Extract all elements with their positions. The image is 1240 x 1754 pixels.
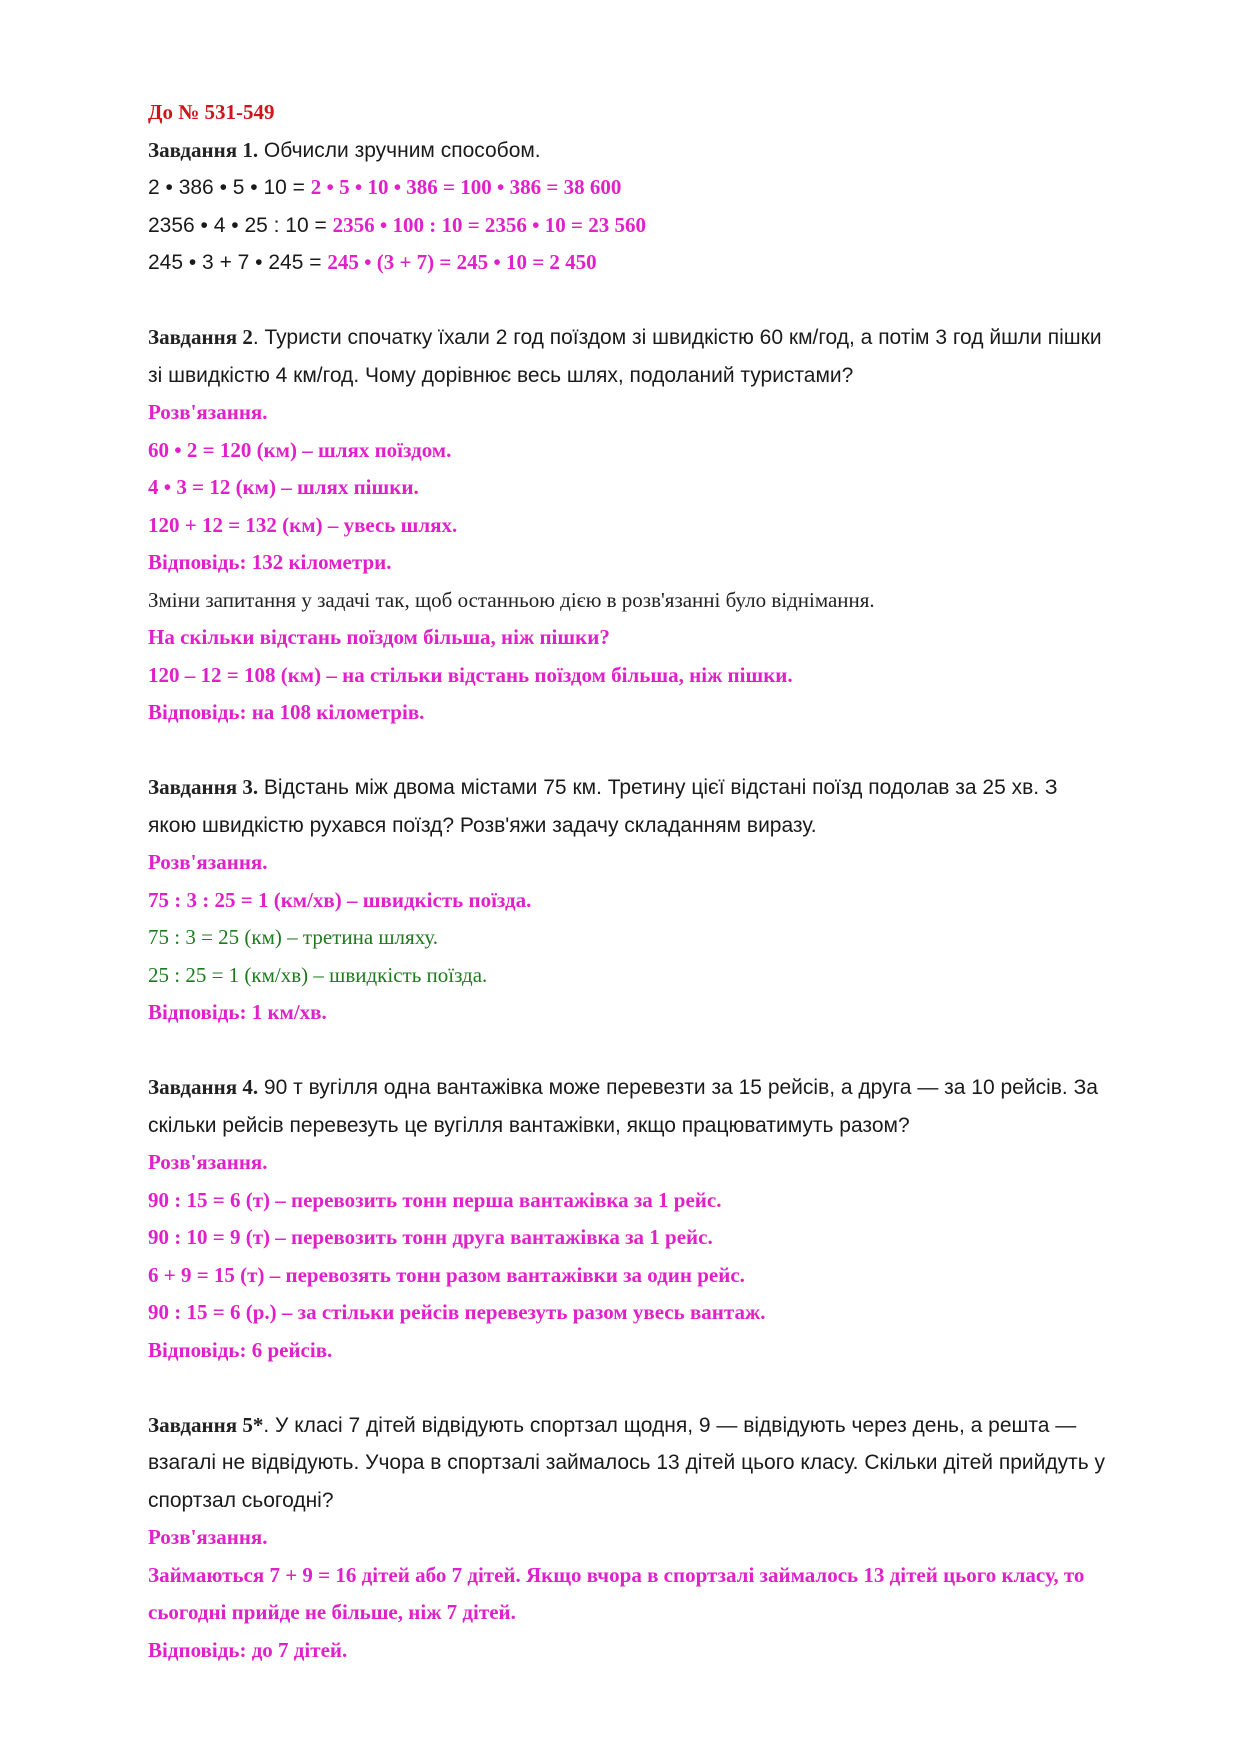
task1-text: Обчисли зручним способом.: [258, 138, 541, 162]
task4-answer: Відповідь: 6 рейсів.: [148, 1337, 333, 1362]
task2-new-step: 120 – 12 = 108 (км) – на стільки відстань поїздом більша, ніж пішки.: [148, 662, 793, 687]
task4-text-1: 90 т вугілля одна вантажівка може перевезти за 15 рейсів, а друга — за 10 рейсів. За: [258, 1076, 1098, 1099]
task2-step-1: 60 • 2 = 120 (км) – шлях поїздом.: [148, 437, 452, 462]
worksheet-page: [148, 94, 1148, 1669]
task4-statement-line-1: [148, 1069, 1148, 1107]
task4-step-2: 90 : 10 = 9 (т) – перевозить тонн друга вантажівка за 1 рейс.: [148, 1225, 713, 1249]
task1-question-3: 245 • 3 + 7 • 245 =: [148, 251, 328, 274]
task1-answer-3: 245 • (3 + 7) = 245 • 10 = 2 450: [327, 250, 597, 274]
task3-answer: Відповідь: 1 км/хв.: [148, 1000, 327, 1024]
task5-label: Завдання 5*: [148, 1412, 264, 1437]
task5-solution-line-2: сьогодні прийде не більше, ніж 7 дітей.: [148, 1600, 516, 1624]
task2-new-question: На скільки відстань поїздом більша, ніж пішки?: [148, 625, 610, 649]
task2-solution-label: Розв'язання.: [148, 400, 268, 424]
task1-line-2: [148, 207, 1148, 245]
task2-change-question: Зміни запитання у задачі так, щоб останньою дією в розв'язанні було віднімання.: [148, 587, 875, 612]
task1-question-2: 2356 • 4 • 25 : 10 =: [148, 213, 333, 237]
task3-statement-line-2: якою швидкістю рухався поїзд? Розв'яжи задачу складанням виразу.: [148, 813, 817, 837]
task5-text-1: . У класі 7 дітей відвідують спортзал щодня, 9 — відвідують через день, а решта —: [263, 1413, 1077, 1437]
task4-solution-label: Розв'язання.: [148, 1150, 268, 1174]
task2-statement-line-1: [148, 319, 1148, 357]
task1-answer-1: 2 • 5 • 10 • 386 = 100 • 386 = 38 600: [310, 175, 622, 199]
task2-statement-line-2: зі швидкістю 4 км/год. Чому дорівнює весь шлях, подоланий туристами?: [148, 363, 854, 387]
task4-step-3: 6 + 9 = 15 (т) – перевозять тонн разом вантажівки за один рейс.: [148, 1262, 745, 1287]
task3-expression: 75 : 3 : 25 = 1 (км/хв) – швидкість поїзда.: [148, 887, 532, 912]
task3-text-1: Відстань між двома містами 75 км. Третину цієї відстані поїзд подолав за 25 хв. З: [258, 776, 1058, 799]
task2-label: Завдання 2: [148, 325, 253, 349]
task5-solution-label: Розв'язання.: [148, 1525, 268, 1549]
task1-label: Завдання 1.: [148, 137, 259, 162]
task3-solution-label: Розв'язання.: [148, 850, 268, 874]
task3-step-1: 75 : 3 = 25 (км) – третина шляху.: [148, 925, 439, 949]
section-header: До № 531-549: [148, 100, 275, 124]
task1-line-3: [148, 244, 1148, 282]
task3-statement-line-1: [148, 769, 1148, 807]
task2-step-3: 120 + 12 = 132 (км) – увесь шлях.: [148, 512, 458, 537]
task4-statement-line-2: скільки рейсів перевезуть це вугілля вантажівки, якщо працюватимуть разом?: [148, 1113, 910, 1137]
task3-label: Завдання 3.: [148, 775, 259, 799]
task4-step-4: 90 : 15 = 6 (р.) – за стільки рейсів перевезуть разом увесь вантаж.: [148, 1300, 766, 1324]
task5-solution-line-1: Займаються 7 + 9 = 16 дітей або 7 дітей. Якщо вчора в спортзалі займалось 13 дітей цього класу, то: [148, 1562, 1085, 1587]
task5-statement-line-1: [148, 1407, 1148, 1445]
task4-step-1: 90 : 15 = 6 (т) – перевозить тонн перша вантажівка за 1 рейс.: [148, 1187, 722, 1212]
task1-statement: [148, 132, 1148, 170]
task1-line-1: [148, 169, 1148, 207]
task2-text-1: . Туристи спочатку їхали 2 год поїздом зі швидкістю 60 км/год, а потім 3 год йшли пішки: [252, 326, 1102, 349]
task2-answer: Відповідь: 132 кілометри.: [148, 550, 392, 574]
task5-statement-line-3: спортзал сьогодні?: [148, 1488, 334, 1512]
task1-answer-2: 2356 • 100 : 10 = 2356 • 10 = 23 560: [332, 212, 646, 237]
task2-new-answer: Відповідь: на 108 кілометрів.: [148, 700, 425, 724]
task5-answer: Відповідь: до 7 дітей.: [148, 1637, 348, 1662]
task4-label: Завдання 4.: [148, 1075, 259, 1099]
task3-step-2: 25 : 25 = 1 (км/хв) – швидкість поїзда.: [148, 962, 488, 987]
task2-step-2: 4 • 3 = 12 (км) – шлях пішки.: [148, 475, 419, 499]
task5-statement-line-2: взагалі не відвідують. Учора в спортзалі займалось 13 дітей цього класу. Скільки дітей прийдуть у: [148, 1451, 1106, 1474]
task1-question-1: 2 • 386 • 5 • 10 =: [148, 176, 311, 199]
